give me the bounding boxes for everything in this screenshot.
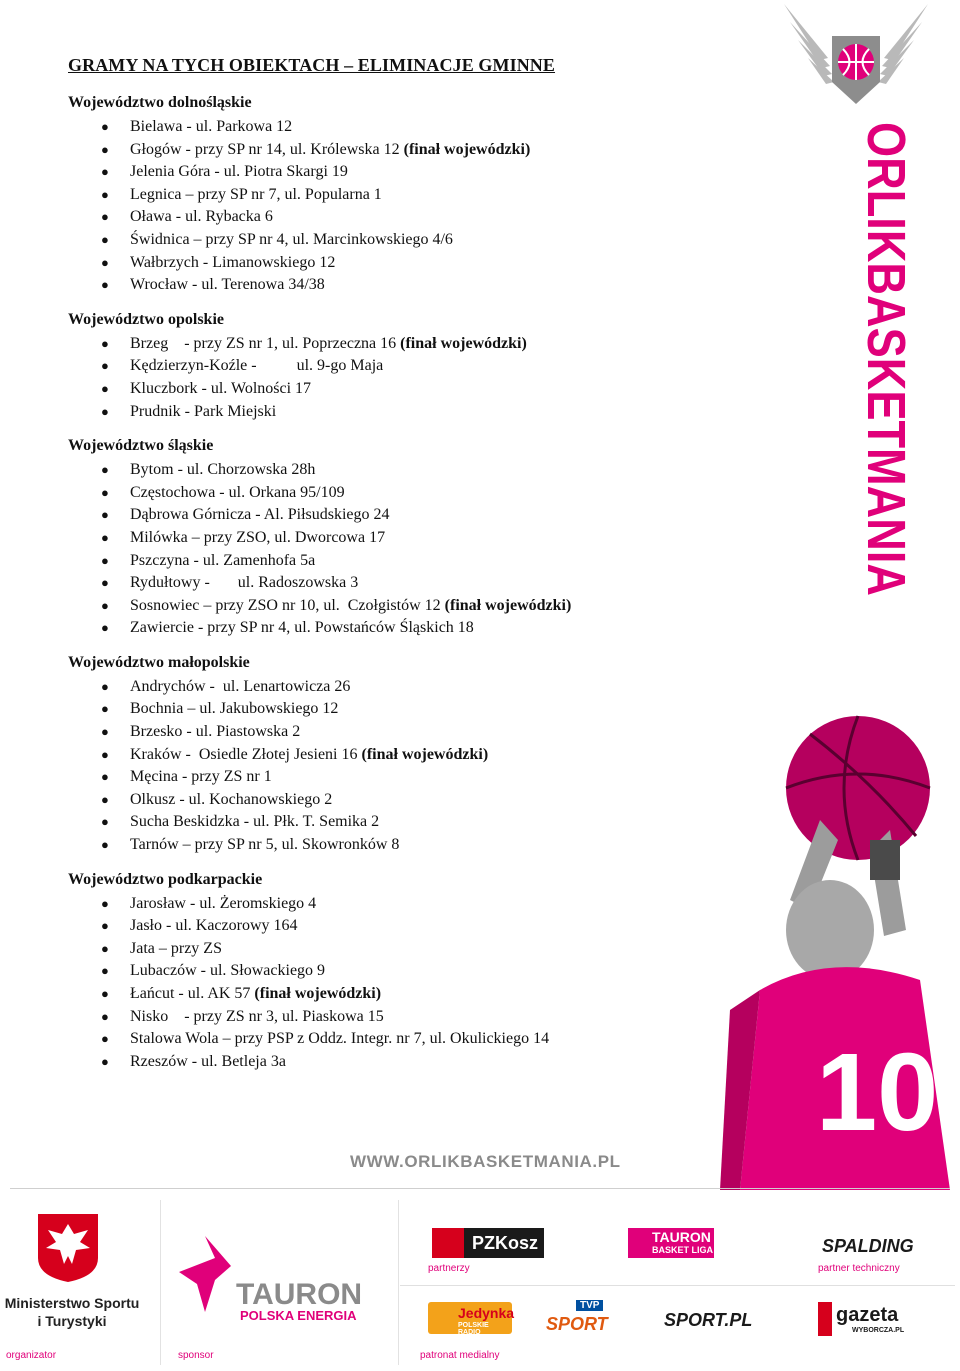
venue-item bbox=[68, 1006, 768, 1029]
region-section bbox=[68, 652, 768, 857]
eagle-emblem-icon bbox=[36, 1212, 100, 1289]
gazeta-mark bbox=[818, 1302, 832, 1336]
bullet-icon: ● bbox=[101, 141, 109, 157]
bullet-icon: ● bbox=[101, 746, 109, 762]
venue-address: Rzeszów - ul. Betleja 3a bbox=[130, 1052, 286, 1070]
venue-item bbox=[68, 938, 768, 961]
venue-item bbox=[68, 893, 768, 916]
region-heading: Województwo dolnośląskie bbox=[68, 94, 252, 111]
region-section bbox=[68, 435, 768, 640]
venue-address: Zawiercie - przy SP nr 4, ul. Powstańców Śląskich 18 bbox=[130, 619, 474, 637]
gazeta-name: gazeta bbox=[836, 1304, 899, 1326]
label-sponsor: sponsor bbox=[178, 1350, 214, 1361]
bullet-icon: ● bbox=[101, 963, 109, 979]
bullet-icon: ● bbox=[101, 895, 109, 911]
basketball-icon bbox=[786, 716, 930, 860]
bullet-icon: ● bbox=[101, 620, 109, 636]
venue-item bbox=[68, 595, 768, 618]
venue-item bbox=[68, 206, 768, 229]
venue-address: Andrychów - ul. Lenartowicza 26 bbox=[130, 677, 351, 695]
region-section bbox=[68, 309, 768, 423]
tauron-basket-liga-logo bbox=[628, 1228, 714, 1258]
venue-item bbox=[68, 355, 768, 378]
venue-address: Wrocław - ul. Terenowa 34/38 bbox=[130, 276, 325, 294]
venue-address: Świdnica – przy SP nr 4, ul. Marcinkowskiego 4/6 bbox=[130, 230, 453, 248]
jersey-number: 10 bbox=[816, 1031, 939, 1154]
bullet-icon: ● bbox=[101, 724, 109, 740]
sportpl-logo: SPORT.PL bbox=[664, 1310, 753, 1330]
venue-item bbox=[68, 960, 768, 983]
bullet-icon: ● bbox=[101, 814, 109, 830]
region-section bbox=[68, 92, 768, 297]
ministry-name: Ministerstwo Sportu i Turystyki bbox=[4, 1295, 140, 1329]
venue-address: Pszczyna - ul. Zamenhofa 5a bbox=[130, 551, 316, 569]
venue-item bbox=[68, 572, 768, 595]
bullet-icon: ● bbox=[101, 918, 109, 934]
regions-container bbox=[68, 92, 768, 1073]
venue-item bbox=[68, 459, 768, 482]
venue-item bbox=[68, 789, 768, 812]
bullet-icon: ● bbox=[101, 552, 109, 568]
venue-address: Sucha Beskidzka - ul. Płk. T. Semika 2 bbox=[130, 813, 380, 831]
label-organizator: organizator bbox=[6, 1350, 57, 1361]
venue-address: Prudnik - Park Miejski bbox=[130, 402, 277, 420]
venue-item bbox=[68, 721, 768, 744]
bullet-icon: ● bbox=[101, 380, 109, 396]
venue-item bbox=[68, 116, 768, 139]
venue-item bbox=[68, 252, 768, 275]
region-heading: Województwo małopolskie bbox=[68, 653, 250, 671]
brand-vertical-logo bbox=[818, 120, 916, 689]
region-heading: Województwo podkarpackie bbox=[68, 870, 263, 888]
final-badge: (finał wojewódzki) bbox=[403, 140, 531, 158]
venue-item bbox=[68, 550, 768, 573]
venue-address: Rydułtowy - ul. Radoszowska 3 bbox=[130, 574, 359, 592]
label-patronat: patronat medialny bbox=[420, 1350, 500, 1361]
venue-item bbox=[68, 676, 768, 699]
venue-item bbox=[68, 834, 768, 857]
final-badge: (finał wojewódzki) bbox=[254, 985, 382, 1002]
bullet-icon: ● bbox=[101, 769, 109, 785]
venue-address: Nisko - przy ZS nr 3, ul. Piaskowa 15 bbox=[130, 1007, 384, 1025]
venue-address: Tarnów – przy SP nr 5, ul. Skowronków 8 bbox=[130, 836, 400, 854]
brand-text: ORLIKBASKETMANIA bbox=[856, 122, 916, 689]
bullet-icon: ● bbox=[101, 186, 109, 202]
venue-item bbox=[68, 184, 768, 207]
bullet-icon: ● bbox=[101, 940, 109, 956]
basketball-player-image bbox=[720, 700, 960, 1190]
gazeta-logo bbox=[818, 1302, 904, 1336]
bullet-icon: ● bbox=[101, 358, 109, 374]
bullet-icon: ● bbox=[101, 507, 109, 523]
venue-item bbox=[68, 617, 768, 640]
final-badge: (finał wojewódzki) bbox=[361, 745, 489, 763]
footer-separator bbox=[160, 1200, 161, 1365]
spalding-logo: SPALDING bbox=[822, 1236, 914, 1256]
tauron-name: TAURON bbox=[236, 1278, 363, 1311]
venue-item bbox=[68, 1051, 768, 1074]
venue-item bbox=[68, 915, 768, 938]
region-section bbox=[68, 869, 768, 1074]
venue-item bbox=[68, 161, 768, 184]
pzkosz-logo bbox=[432, 1228, 544, 1258]
final-badge: (finał wojewódzki) bbox=[400, 334, 527, 352]
label-partnerzy: partnerzy bbox=[428, 1263, 470, 1274]
venue-item bbox=[68, 811, 768, 834]
label-partner-techniczny: partner techniczny bbox=[818, 1263, 900, 1274]
footer-divider bbox=[10, 1188, 950, 1189]
bullet-icon: ● bbox=[101, 1053, 109, 1069]
venue-item bbox=[68, 983, 768, 1006]
bullet-icon: ● bbox=[101, 791, 109, 807]
venue-address: Lubaczów - ul. Słowackiego 9 bbox=[130, 962, 326, 980]
venue-address: Kraków - Osiedle Złotej Jesieni 16 bbox=[130, 745, 362, 763]
venue-address: Brzesko - ul. Piastowska 2 bbox=[130, 723, 301, 741]
final-badge: (finał wojewódzki) bbox=[444, 596, 572, 614]
venue-address: Łańcut - ul. AK 57 bbox=[130, 985, 255, 1002]
venue-address: Bochnia – ul. Jakubowskiego 12 bbox=[130, 700, 339, 718]
wings-basketball-icon bbox=[776, 0, 936, 110]
venue-item bbox=[68, 378, 768, 401]
gazeta-subtitle: WYBORCZA.PL bbox=[852, 1327, 905, 1334]
venue-address: Legnica – przy SP nr 7, ul. Popularna 1 bbox=[130, 185, 382, 203]
bullet-icon: ● bbox=[101, 335, 109, 351]
venue-address: Jata – przy ZS bbox=[130, 939, 222, 957]
tvp-sport-name: SPORT bbox=[546, 1314, 608, 1334]
bullet-icon: ● bbox=[101, 1031, 109, 1047]
venue-list bbox=[68, 333, 768, 423]
bullet-icon: ● bbox=[101, 209, 109, 225]
bullet-icon: ● bbox=[101, 277, 109, 293]
bullet-icon: ● bbox=[101, 575, 109, 591]
venue-address: Milówka – przy ZSO, ul. Dworcowa 17 bbox=[130, 528, 386, 546]
bullet-icon: ● bbox=[101, 231, 109, 247]
venue-address: Jasło - ul. Kaczorowy 164 bbox=[130, 917, 298, 935]
bullet-icon: ● bbox=[101, 701, 109, 717]
tvp-name: TVP bbox=[576, 1300, 603, 1311]
venue-item bbox=[68, 1028, 768, 1051]
bullet-icon: ● bbox=[101, 462, 109, 478]
venue-item bbox=[68, 698, 768, 721]
venue-address: Męcina - przy ZS nr 1 bbox=[130, 768, 272, 786]
jedynka-logo bbox=[428, 1302, 515, 1336]
pzkosz-name: PZKosz bbox=[472, 1233, 539, 1253]
bullet-icon: ● bbox=[101, 403, 109, 419]
venue-address: Olkusz - ul. Kochanowskiego 2 bbox=[130, 790, 333, 808]
venue-item bbox=[68, 229, 768, 252]
venue-item bbox=[68, 333, 768, 356]
bullet-icon: ● bbox=[101, 529, 109, 545]
venue-address: Kluczbork - ul. Wolności 17 bbox=[130, 379, 312, 397]
bullet-icon: ● bbox=[101, 484, 109, 500]
bullet-icon: ● bbox=[101, 1008, 109, 1024]
venue-item bbox=[68, 274, 768, 297]
venue-address: Jelenia Góra - ul. Piotra Skargi 19 bbox=[130, 163, 348, 181]
jedynka-subtitle: POLSKIE RADIO bbox=[458, 1322, 489, 1336]
bullet-icon: ● bbox=[101, 837, 109, 853]
page-title: GRAMY NA TYCH OBIEKTACH – ELIMINACJE GMINNE bbox=[68, 55, 556, 75]
venue-address: Bielawa - ul. Parkowa 12 bbox=[130, 118, 293, 135]
jedynka-name: Jedynka bbox=[458, 1305, 515, 1321]
venue-item bbox=[68, 504, 768, 527]
venue-address: Brzeg - przy ZS nr 1, ul. Poprzeczna 16 bbox=[130, 334, 401, 352]
venue-list bbox=[68, 893, 768, 1074]
website-url[interactable]: WWW.ORLIKBASKETMANIA.PL bbox=[350, 1152, 621, 1171]
venue-item bbox=[68, 744, 768, 767]
footer-divider-inner bbox=[400, 1285, 955, 1286]
venue-address: Dąbrowa Górnicza - Al. Piłsudskiego 24 bbox=[130, 506, 390, 524]
venue-address: Jarosław - ul. Żeromskiego 4 bbox=[130, 894, 317, 912]
venue-item bbox=[68, 527, 768, 550]
region-heading: Województwo opolskie bbox=[68, 310, 224, 328]
venue-address: Głogów - przy SP nr 14, ul. Królewska 12 bbox=[130, 140, 404, 158]
venue-list-document bbox=[68, 54, 768, 1085]
venue-list bbox=[68, 116, 768, 297]
bullet-icon: ● bbox=[101, 678, 109, 694]
venue-address: Częstochowa - ul. Orkana 95/109 bbox=[130, 483, 345, 501]
venue-address: Kędzierzyn-Koźle - ul. 9-go Maja bbox=[130, 357, 384, 375]
tauron-subtitle: POLSKA ENERGIA bbox=[240, 1308, 357, 1323]
bullet-icon: ● bbox=[101, 597, 109, 613]
venue-item bbox=[68, 766, 768, 789]
bullet-icon: ● bbox=[101, 254, 109, 270]
basketball-icon bbox=[432, 1228, 464, 1258]
venue-item bbox=[68, 139, 768, 162]
bullet-icon: ● bbox=[101, 164, 109, 180]
venue-list bbox=[68, 676, 768, 857]
venue-item bbox=[68, 482, 768, 505]
footer-separator bbox=[398, 1200, 399, 1365]
basket-liga-name: BASKET LIGA bbox=[652, 1245, 714, 1255]
bullet-icon: ● bbox=[101, 986, 109, 1001]
venue-address: Oława - ul. Rybacka 6 bbox=[130, 208, 273, 226]
venue-address: Bytom - ul. Chorzowska 28h bbox=[130, 461, 316, 479]
venue-address: Sosnowiec – przy ZSO nr 10, ul. Czołgistów 12 bbox=[130, 596, 445, 614]
venue-item bbox=[68, 401, 768, 424]
venue-address: Stalowa Wola – przy PSP z Oddz. Integr. nr 7, ul. Okulickiego 14 bbox=[130, 1030, 550, 1048]
region-heading: Województwo śląskie bbox=[68, 437, 214, 455]
bullet-icon: ● bbox=[101, 119, 109, 134]
tauron-liga-name: TAURON bbox=[652, 1229, 711, 1245]
venue-address: Wałbrzych - Limanowskiego 12 bbox=[130, 253, 336, 271]
venue-list bbox=[68, 459, 768, 640]
